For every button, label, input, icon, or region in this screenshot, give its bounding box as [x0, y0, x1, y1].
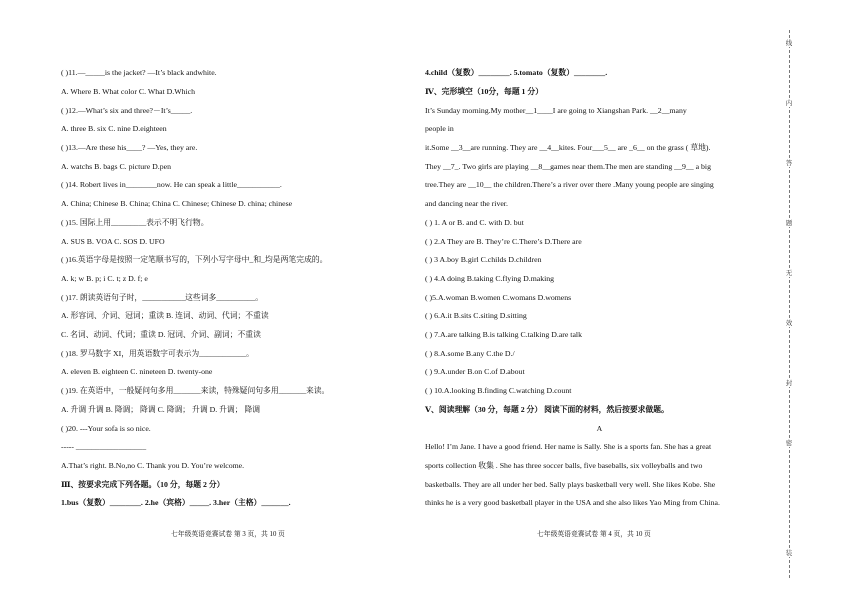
binding-char: 装	[785, 550, 793, 557]
cloze-option-7: ( ) 7.A.are talking B.is talking C.talking D.are talk	[425, 330, 582, 339]
binding-char: 线	[785, 40, 793, 47]
cloze-option-6: ( ) 6.A.it B.sits C.siting D.sitting	[425, 311, 527, 320]
section-3-tasks: 1.bus（复数）________. 2.he（宾格）_____. 3.her（主格）_______.	[61, 498, 291, 507]
cloze-line-6: and dancing near the river.	[425, 199, 508, 208]
cloze-line-4: They __7_. Two girls are playing __8__games near them.The men are standing __9__ a big	[425, 162, 711, 171]
binding-char: 封	[785, 380, 793, 387]
passage-line-1: Hello! I’m Jane. I have a good friend. Her name is Sally. She is a sports fan. She has a great	[425, 442, 712, 451]
options-19: A. 升调 升调 B. 降调； 降调 C. 降调； 升调 D. 升调； 降调	[61, 405, 261, 414]
options-14: A. China; Chinese B. China; China C. Chinese; Chinese D. china; chinese	[61, 199, 293, 208]
cloze-option-1: ( ) 1. A or B. and C. with D. but	[425, 218, 524, 227]
question-14: ( )14. Robert lives in________now. He can speak a little___________.	[61, 180, 282, 189]
options-18: A. eleven B. eighteen C. nineteen D. twenty-one	[61, 367, 213, 376]
options-17-ab: A. 形容词、介词、冠词；重读 B. 连词、动词、代词；不重读	[61, 311, 269, 320]
options-11: A. Where B. What color C. What D.Which	[61, 87, 196, 96]
footer-page-4: 七年级英语竞赛试卷 第 4 页，共 10 页	[537, 531, 651, 538]
passage-line-2: sports collection 收集 . She has three soccer balls, five baseballs, six volleyballs and two	[425, 461, 703, 470]
cloze-option-10: ( ) 10.A.looking B.finding C.watching D.count	[425, 386, 572, 395]
question-11: ( )11.—_____is the jacket? —It’s black andwhite.	[61, 68, 217, 77]
question-16: ( )16.英语字母是按照一定笔顺书写的，下列小写字母中_和_均是两笔完成的。	[61, 255, 328, 264]
section-3-tasks-cont: 4.child（复数）________. 5.tomato（复数）________.	[425, 68, 608, 77]
binding-char: 题	[785, 220, 793, 227]
binding-char: 效	[785, 320, 793, 327]
cloze-option-3: ( ) 3 A.boy B.girl C.childs D.children	[425, 255, 542, 264]
footer-page-3: 七年级英语竞赛试卷 第 3 页，共 10 页	[171, 531, 285, 538]
options-17-cd: C. 名词、动词、代词；重读 D. 冠词、介词、副词；不重读	[61, 330, 261, 339]
question-20: ( )20. ---Your sofa is so nice.	[61, 424, 151, 433]
section-5-heading: Ⅴ、阅读理解（30 分，每题 2 分） 阅读下面的材料，然后按要求做题。	[425, 405, 669, 414]
options-13: A. watchs B. bags C. picture D.pen	[61, 162, 172, 171]
passage-line-4: thinks he is a very good basketball player in the USA and she also likes Yao Ming from China.	[425, 498, 720, 507]
options-15: A. SUS B. VOA C. SOS D. UFO	[61, 237, 165, 246]
options-12: A. three B. six C. nine D.eighteen	[61, 124, 167, 133]
binding-line	[789, 30, 790, 578]
section-3-heading: Ⅲ、按要求完成下列各题。（10 分，每题 2 分）	[61, 480, 225, 489]
question-19: ( )19. 在英语中，一般疑问句多用_______来读，特殊疑问句多用_______来读。	[61, 386, 330, 395]
question-15: ( )15. 国际上用_________表示不明飞行物。	[61, 218, 209, 227]
section-4-heading: Ⅳ、完形填空（10分，每题 1 分）	[425, 87, 544, 96]
cloze-option-8: ( ) 8.A.some B.any C.the D./	[425, 349, 515, 358]
options-20: A.That’s right. B.No,no C. Thank you D. You’re welcome.	[61, 461, 245, 470]
question-13: ( )13.—Are these his____? —Yes, they are.	[61, 143, 198, 152]
cloze-line-2: people in	[425, 124, 454, 133]
question-12: ( )12.—What’s six and three?－It’s_____.	[61, 106, 193, 115]
cloze-option-2: ( ) 2.A They are B. They’re C.There’s D.There are	[425, 237, 582, 246]
cloze-option-5: ( )5.A.woman B.women C.womans D.womens	[425, 293, 572, 302]
cloze-option-9: ( ) 9.A.under B.on C.of D.about	[425, 367, 525, 376]
passage-line-3: basketballs. They are all under her bed. Sally plays basketball very well. She likes Kobe. She	[425, 480, 716, 489]
cloze-line-1: It’s Sunday morning.My mother__1____I are going to Xiangshan Park. __2__many	[425, 106, 687, 115]
cloze-line-5: tree.They are __10__ the children.There’s a river over there .Many young people are singing	[425, 180, 714, 189]
question-20-reply: ----- __________________	[61, 442, 147, 451]
question-17: ( )17. 朗读英语句子时，___________这些词多__________。	[61, 293, 264, 302]
options-16: A. k; w B. p; i C. t; z D. f; e	[61, 274, 148, 283]
cloze-line-3: it.Some __3__are running. They are __4__kites. Four___5__ are _6__ on the grass ( 草地).	[425, 143, 711, 152]
cloze-option-4: ( ) 4.A doing B.taking C.flying D.making	[425, 274, 555, 283]
passage-label: A	[596, 424, 603, 433]
question-18: ( )18. 罗马数字 XI，用英语数字可表示为____________。	[61, 349, 254, 358]
binding-char: 答	[785, 160, 793, 167]
binding-char: 密	[785, 440, 793, 447]
binding-char: 内	[785, 100, 793, 107]
binding-char: 无	[785, 270, 793, 277]
